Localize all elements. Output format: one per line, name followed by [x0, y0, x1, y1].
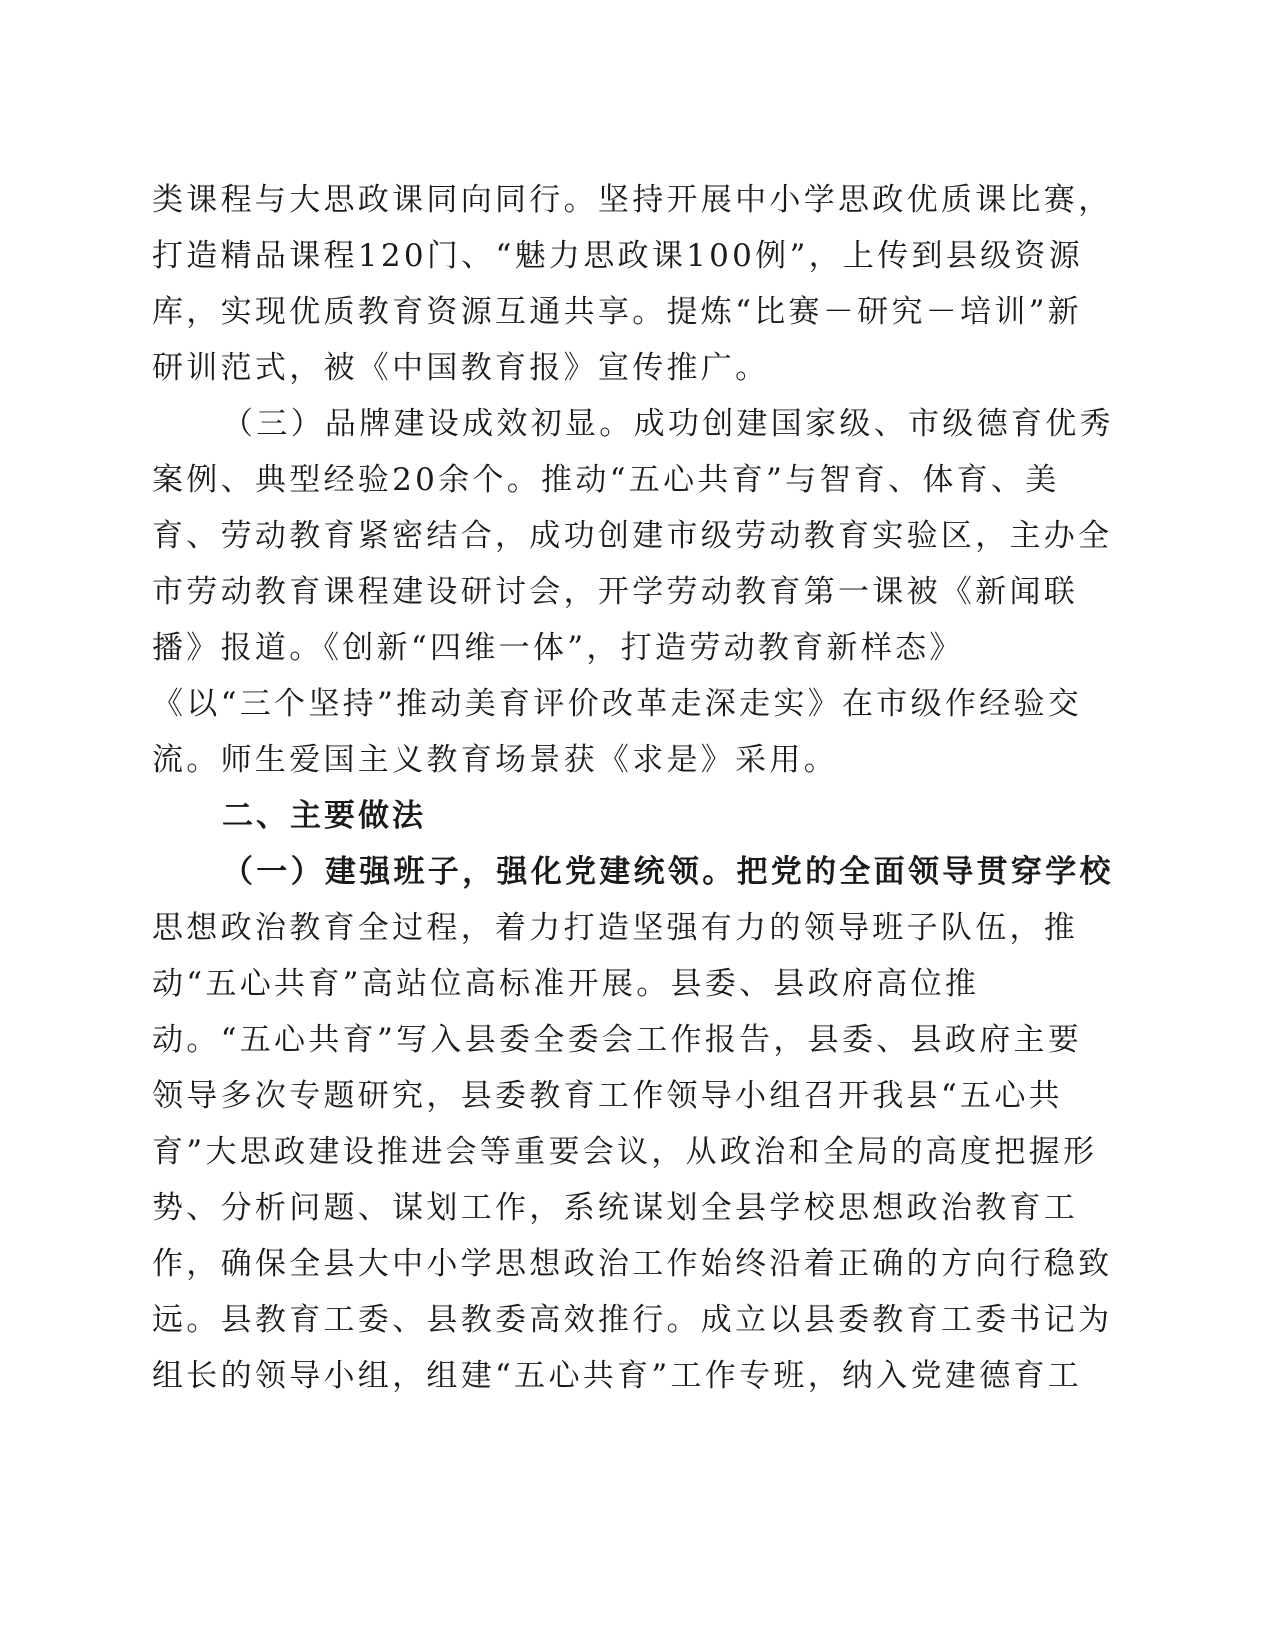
text-line: 领导多次专题研究，县委教育工作领导小组召开我县“五心共 [152, 1078, 1063, 1114]
text-line: 动“五心共育”高站位高标准开展。县委、县政府高位推 [152, 966, 980, 1002]
text-line: 育”大思政建设推进会等重要会议，从政治和全局的高度把握形 [152, 1134, 1098, 1170]
text-line: 案例、典型经验20余个。推动“五心共育”与智育、体育、美 [152, 462, 1060, 498]
text-line: 研训范式，被《中国教育报》宣传推广。 [152, 350, 770, 386]
text-line: 播》报道。《创新“四维一体”，打造劳动教育新样态》 [152, 630, 964, 666]
section-3-lead: （三）品牌建设成效初显。成功创建国家级、市级德育优秀 [222, 406, 1114, 442]
text-line: 市劳动教育课程建设研讨会，开学劳动教育第一课被《新闻联 [152, 574, 1079, 610]
text-line: 库，实现优质教育资源互通共享。提炼“比赛－研究－培训”新 [152, 294, 1083, 330]
text-line: 组长的领导小组，组建“五心共育”工作专班，纳入党建德育工 [152, 1358, 1083, 1394]
text-line: 动。“五心共育”写入县委全委会工作报告，县委、县政府主要 [152, 1022, 1083, 1058]
text-line: 类课程与大思政课同向同行。坚持开展中小学思政优质课比赛， [152, 182, 1113, 218]
text-line: 思想政治教育全过程，着力打造坚强有力的领导班子队伍，推 [152, 910, 1079, 946]
text-line: 打造精品课程120门、“魅力思政课100例”，上传到县级资源 [152, 238, 1084, 274]
text-line: 势、分析问题、谋划工作，系统谋划全县学校思想政治教育工 [152, 1190, 1079, 1226]
text-line: 作，确保全县大中小学思想政治工作始终沿着正确的方向行稳致 [152, 1246, 1113, 1282]
text-line: 育、劳动教育紧密结合，成功创建市级劳动教育实验区，主办全 [152, 518, 1113, 554]
section-heading: 二、主要做法 [222, 798, 426, 834]
text-line: 远。县教育工委、县教委高效推行。成立以县委教育工委书记为 [152, 1302, 1113, 1338]
text-line: 《以“三个坚持”推动美育评价改革走深走实》在市级作经验交 [152, 686, 1083, 722]
text-line: 流。师生爱国主义教育场景获《求是》采用。 [152, 742, 838, 778]
subsection-lead: （一）建强班子，强化党建统领。把党的全面领导贯穿学校 [222, 854, 1114, 890]
